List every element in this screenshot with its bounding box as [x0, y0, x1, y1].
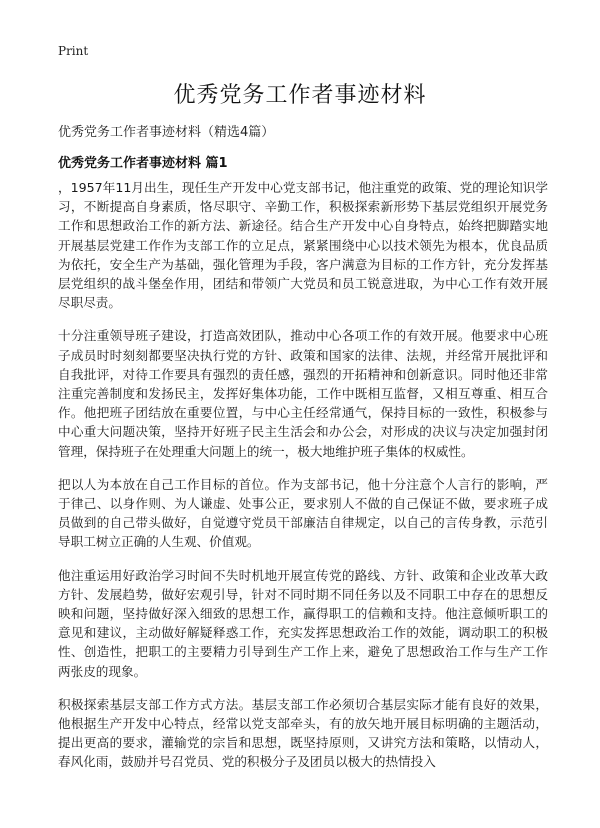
- page-title: 优秀党务工作者事迹材料: [173, 83, 427, 108]
- print-link[interactable]: Print: [58, 44, 89, 58]
- paragraph-3: 把以人为本放在自己工作目标的首位。作为支部书记，他十分注意个人言行的影响，严于律己、以身作则、为人谦虚、处事公正，要求别人不做的自己保证不做，要求班子成员做到的自己带头做好，自觉遵守党员干部廉洁自律规定，以自己的言传身教，示范引导职工树立正确的人生观、价值观。: [58, 476, 548, 550]
- paragraph-2: 十分注重领导班子建设，打造高效团队，推动中心各项工作的有效开展。他要求中心班子成员时时刻刻都要坚决执行党的方针、政策和国家的法律、法规，并经常开展批评和自我批评，对待工作要具有强烈的责任感，强烈的开拓精神和创新意识。同时他还非常注重完善制度和发扬民主，发挥好集体功能，工作中既相互监督，又相互尊重、相互合作。他把班子团结放在重要位置，与中心主任经常通气，保持目标的一致性，积极参与中心重大问题决策，坚持开好班子民主生活会和办公会，对形成的决议与决定加强封闭管理，保持班子在处理重大问题上的统一，极大地维护班子集体的权威性。: [58, 328, 548, 459]
- section-heading: 优秀党务工作者事迹材料 篇1: [58, 156, 228, 171]
- paragraph-1: ，1957年11月出生，现任生产开发中心党支部书记，他注重党的政策、党的理论知识学习，不断提高自身素质，恪尽职守、辛勤工作，积极探索新形势下基层党组织开展党务工作和思想政治工作的新方法、新途径。结合生产开发中心自身特点，始终把脚踏实地开展基层党建工作作为支部工作的立足点，紧紧围绕中心以技术领先为根本，优良品质为依托，安全生产为基础，强化管理为手段，客户满意为目标的工作方针，充分发挥基层党组织的战斗堡垒作用，团结和带领广大党员和员工锐意进取，为中心工作有效开展尽职尽责。: [58, 180, 548, 311]
- article-body: [58, 178, 548, 786]
- document-subtitle: 优秀党务工作者事迹材料（精选4篇）: [58, 125, 275, 140]
- paragraph-5: 积极探索基层支部工作方式方法。基层支部工作必须切合基层实际才能有良好的效果，他根据生产开发中心特点，经常以党支部牵头，有的放矢地开展目标明确的主题活动，提出更高的要求，灌输党的宗旨和思想，既坚持原则，又讲究方法和策略，以情动人，春风化雨，鼓励并号召党员、党的积极分子及团员以极大的热情投入: [58, 696, 548, 770]
- paragraph-4: 他注重运用好政治学习时间不失时机地开展宣传党的路线、方针、政策和企业改革大政方针、发展趋势，做好宏观引导，针对不同时期不同任务以及不同职工中存在的思想反映和问题，坚持做好深入细致的思想工作，赢得职工的信赖和支持。他注意倾听职工的意见和建议，主动做好解疑释惑工作，充实发挥思想政治工作的效能，调动职工的积极性、创造性，把职工的主要精力引导到生产工作上来，避免了思想政治工作与生产工作 两张皮的现象。: [58, 567, 548, 679]
